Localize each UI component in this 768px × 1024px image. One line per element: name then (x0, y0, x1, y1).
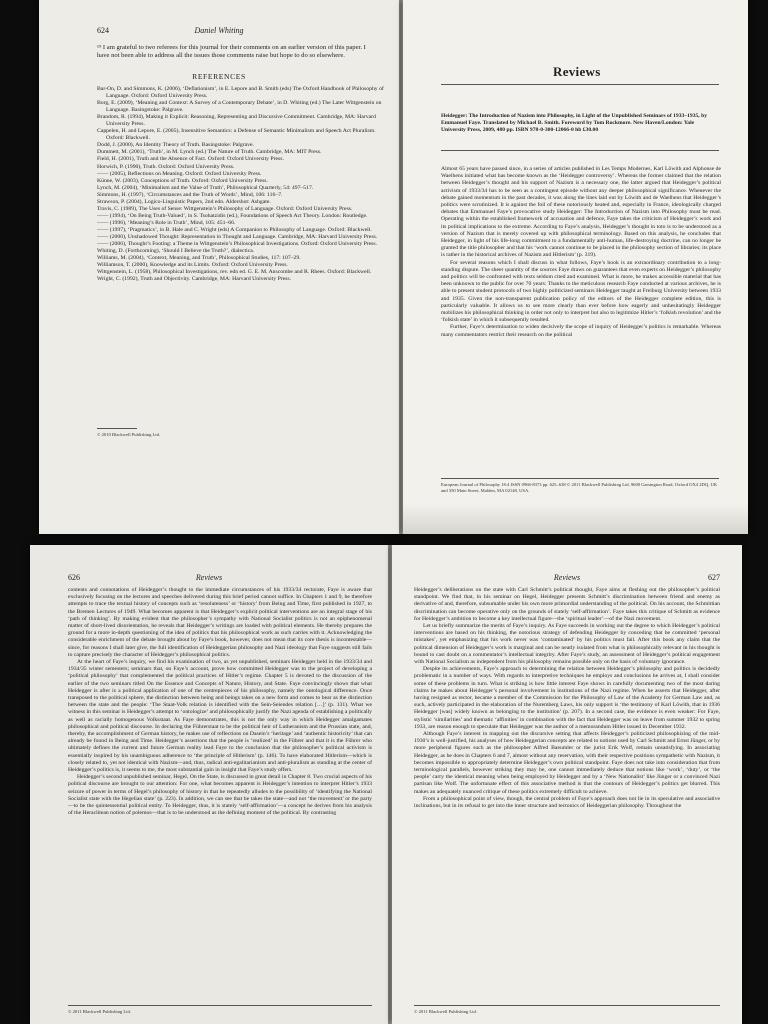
paragraph: For several reasons which I shall discuss in what follows, Faye’s book is an extraordinary contribution to a long-standing dispute. The sheer quantity of the sources Faye draws on guarantees that even experts on Heidegger’s philosophy and politics will be confronted with texts seldom cited and examined. What is more, he makes accessible material that has been unknown to the public for over 70 years: Thanks to the meticulous research Faye conducted at various archives, he is able to present student protocols of two highly politicized seminars Heidegger taught at Freiburg University between 1933 and 1935. Given the non-transparent publication policy of the editors of the Heidegger complete edition, this is particularly valuable. It allows us to see more clearly than ever before how eagerly and unhesitatingly Heidegger mobilizes his philosophical thinking in order not only to interpret but also to legitimize Hitler’s ‘folkish revolution’ and the ‘folkish state’ in which it subsequently resulted. (441, 259, 722, 324)
paragraph: Although Faye’s interest in mapping out the discursive setting that affects Heidegger’s politicized philosophizing of the mid-1930’s is well-justified, his analyses of how Heideggerian concepts are related to notions used by Carl Schmitt and Ernst Jünger, or by more peripheral figures such as the philosopher Alfred Baeumler or the jurist Erik Wolf, remain unsatisfying. In associating Heidegger, as he does in Chapters 6 and 7, almost without any reservation, with their respective positions sympathetic with Nazism, it becomes impossible to appropriately determine Heidegger’s own political standpoint. Faye does not take into consideration that from terminological parallels, however striking they may be, one cannot immediately deduce that notions like ‘work’, ‘duty’, or ‘the people’ carry the identical meaning when being employed by Heidegger and by a ‘New Nationalist’ like Jünger or a convinced Nazi partisan like Wolf. The unfortunate effect of this associative method is that the contours of Heidegger’s politics get blurred. This makes an adequately nuanced critique of these politics extremely difficult to achieve. (414, 731, 720, 795)
acknowledgement-note: ¹⁹ I am grateful to two referees for this journal for their comments on an earlier version of this paper. I have not been able to address all the issues those comments raise but hope to do so elsewhere. (97, 44, 366, 60)
reference-entry: Wittgenstein, L. (1958), Philosophical Investigations, rev. edn ed. G. E. M. Anscombe and R. Rhees. Oxford: Blackwell. (97, 269, 372, 276)
title-rule (441, 84, 719, 85)
page-624 (39, 0, 399, 534)
reference-entry: Horwich, P. (1990), Truth. Oxford: Oxford University Press. (97, 163, 235, 170)
review-body (414, 587, 720, 810)
paragraph: Almost 65 years have passed since, in a series of articles published in Les Temps Modernes, Karl Löwith and Alphonse de Waelhens initiated what has become known as the ‘Heidegger controversy’. Whereas the former claimed that the relation between Heidegger’s thought and his support of Nazism is a necessary one, the latter argued that Heidegger’s political activism of 1933/34 has to be seen as a contingent episode without any deeper philosophical significance. Whenever the debate gained momentum in the past decades, it was along the lines laid out by Löwith and de Waelhens that Heidegger’s politics were scrutinized. It is against the foil of these notoriously heated and, especially in France, ideologically charged debates that Emmanuel Faye’s provocative study Heidegger: The Introduction of Nazism into Philosophy must be read. Operating within the established framework of accusation and defence, Faye takes the criticism of Heidegger’s work and its political implications to the extreme. According to Faye’s analysis, Heidegger’s thought in toto is to be understood as a version of Nazism that is merely covered up with philosophical terminology. Based on this analysis, he concludes that Heidegger, in light of his life-long commitment to a fundamentally anti-human, life-destroying doctrine, can no longer be granted the title philosopher and that his ‘work cannot continue to be placed in the philosophy section of libraries; its place is rather in the historical archives of Nazism and Hitlerism’ (p. 319). (441, 166, 721, 259)
reference-entry: Cappelen, H. and Lepore, E. (2005), Insensitive Semantics: a Defense of Semantic Minimalism and Speech Act Pluralism. Oxford: Blackwell. (97, 128, 376, 142)
reference-entry: Williamson, T. (2000), Knowledge and its Limits. Oxford: Oxford University Press. (97, 262, 288, 269)
copyright-footer: © 2011 Blackwell Publishing Ltd. (414, 1009, 477, 1014)
copyright-footer: © 2010 Blackwell Publishing Ltd. (97, 432, 161, 437)
reference-entry: —— (1997), ‘Pragmatics’, in B. Hale and C. Wright (eds) A Companion to Philosophy of Language. Oxford: Blackwell. (97, 226, 372, 233)
footer-rule (414, 1005, 720, 1006)
page-625 (403, 0, 748, 534)
paragraph: At the heart of Faye’s inquiry, we find his examination of two, as yet unpublished, seminars Heidegger held in the 1933/34 and 1934/35 winter semesters; seminars that, on Faye’s account, prove how committed Heidegger was to the project of developing a ‘political philosophy’ that complemented the political practices of Hitler’s regime. Chapter 5 is devoted to the discussion of the earlier of the two seminars titled On the Essence and Concepts of Nature, History, and State. Faye convincingly shows that what Heidegger is after is a political application of one of the centrepieces of his philosophy, namely the ontological difference. Once transposed to the political sphere, the distinction between being and beings takes on a new form and comes to bear as the distinction between the state and the people: ‘The Staat-Volk relation is identified with the Sein-Seiendes relation […]’ (p. 131). What we witness in this seminar is Heidegger’s attempt to ‘ontologize’ and philosophically justify the Nazi agenda of establishing a politically as well as racially homogenous Volksstaat. As Faye demonstrates, this is not the only way in which Heidegger amalgamates philosophical and political discourse. In declaring the Führerstaat to be the political heir of Lutheranism and the Prussian state, and, thereby, the accomplishment of German history, he makes use of reflections on Dasein’s ‘heritage’ and ‘authentic historicity’ that can already be found in Being and Time. Heidegger’s assertions that the people is ‘realized’ in the Führer and that it is the Führer who ultimately defines the current and future German reality lead Faye to the conclusion that the philosopher’s political activism is essentially inspired by his unambiguous adherence to ‘the principle of Hitlerism’ (p. 146). To have elaborated Hitlerism—which is closely related to, yet not identical with Nazism—and, thus, radical anti-egalitarianism and anti-pluralism as standing at the center of Heidegger’s politics is, it seems to me, the most substantial gain in insight that Faye’s study offers. (68, 659, 372, 774)
paragraph: contents and connotations of Heidegger’s thought to the immediate circumstances of his 1933/34 rectorate, Faye is aware that exclusively focusing on the lectures and speeches delivered during this brief period cannot suffice. In Chapters 1 and 9, he therefore attempts to trace the textual history of concepts such as ‘resoluteness’ or ‘history’ from Being and Time, first published in 1927, to the Bremen Lectures of 1949. What becomes apparent is that Heidegger’s explicit political interventions are an integral stage of his ‘path of thinking’. By making evident that the philosopher’s sympathy with National Socialist politics is not an epiphenomenal matter of short-lived disorientation, he reveals that Heidegger’s writings are loaded with political elements. He thereby prepares the ground for a more in-depth questioning of the idea of politics that his philosophical work as such carries with it. Acknowledging the considerable enrichment of the debate brought about by Faye’s book, however, does not mean that its core thesis is incontestable—since, for reasons I shall later give, the full identification of Heideggerian philosophy and Nazi ideology that Faye suggests still fails to capture precisely the character of Heidegger’s philosophical politics. (68, 587, 372, 658)
reference-entry: Künne, W. (2003), Conceptions of Truth. Oxford: Oxford University Press. (97, 177, 268, 184)
reference-entry: Wright, C. (1992), Truth and Objectivity. Cambridge, MA: Harvard University Press. (97, 276, 292, 283)
citation-rule (441, 150, 719, 151)
reference-entry: Borg, E. (2009), ‘Meaning and Context: A Survey of a Contemporary Debate’, in D. Whiting (ed.) The Later Wittgenstein on Language. Basingstoke: Palgrave. (97, 100, 382, 114)
paragraph: From a philosophical point of view, though, the central problem of Faye’s approach does not lie in its speculative and associative inclinations, but in its refusal to get into the inner structure and tectonics of Heideggerian philosophy. Throughout the (414, 795, 720, 810)
reference-entry: Whiting, D. (Forthcoming), ‘Should I Believe the Truth?’, dialectica. (97, 248, 255, 255)
review-body (441, 166, 721, 339)
reference-entry: Field, H. (2001), Truth and the Absence of Fact. Oxford: Oxford University Press. (97, 156, 284, 163)
page-number: 627 (708, 573, 720, 582)
reference-entry: —— (2005), Reflections on Meaning. Oxford: Oxford University Press. (97, 170, 262, 177)
footer-rule (97, 428, 137, 429)
page-626 (30, 545, 388, 1024)
section-title: Reviews (553, 64, 601, 79)
journal-footer: European Journal of Philosophy 18:4 ISSN 0966-8373 pp. 625–638 © 2011 Blackwell Publishing Ltd, 9600 Garsington Road, Oxford OX4 2DQ, UK and 350 Main Street, Malden, MA 02148, USA. (441, 482, 718, 493)
page-627 (392, 545, 742, 1024)
copyright-footer: © 2011 Blackwell Publishing Ltd. (68, 1009, 131, 1014)
review-body (68, 587, 372, 818)
paragraph: Despite its achievements, Faye’s approach to determining the relation between Heidegger’s philosophy and politics is decidedly problematic in a number of ways. With regards to interpretive techniques he employs and conclusions he arrives at, I shall consider some of these problems in turn. What is striking is how little interest Faye shows in carefully documenting two of the most daring claims he makes about Heidegger’s personal involvement in institutions of the Nazi regime. When he asserts that Heidegger, after having resigned as rector, became a member of the Commission for the Philosophy of Law of the Academy for German Law and, as such, actively participated in the elaboration of the Nuremberg Laws, his only support is ‘the testimony of Karl Löwith, that in 1936 Heidegger [was] widely known as belonging to the institution’ (p. 207). In a second case, the evidence is even weaker: For Faye, stylistic ‘similarities’ and thematic ‘affinities’ in combination with the fact that Heidegger was on leave from summer 1932 to spring 1933, are reason enough to speculate that Heidegger was the author of a memorandum Hitler issued in December 1932. (414, 666, 720, 730)
references-heading: REFERENCES (192, 72, 246, 81)
reference-entry: Bar-On, D. and Simmons, K. (2006), ‘Deflationism’, in E. Lepore and B. Smith (eds) The Oxford Handbook of Philosophy of Language. Oxford: Oxford University Press. (97, 86, 384, 100)
reference-entry: —— (2000), Unshadowed Thought: Representation in Thought and Language. Cambridge, MA: Harvard University Press. (97, 233, 378, 240)
book-citation: Heidegger: The Introduction of Nazism into Philosophy, in Light of the Unpublished Seminars of 1933–1935, by Emmanuel Faye. Translated by Michael B. Smith. Foreword by Tom Rockmore. New Haven/London: Yale University Press, 2009, 480 pp. ISBN 978-0-300-12066-0 hb £30.00 (441, 113, 707, 133)
paragraph: Heidegger’s deliberations on the state with Carl Schmitt’s political thought, Faye aims at fleshing out the philosopher’s political standpoint. We find that, in his seminar on Hegel, Heidegger presents Schmitt’s discrimination between friend and enemy as derivative of and, therefore, subsumable under his own more primordial understanding of the political. On his account, the Schmittian discrimination can become operative only on the grounds of stately ‘self-affirmation’. Faye takes this critique of Schmitt as evidence for Heidegger’s ambition to become a key intellectual figure—the ‘spiritual leader’—of the Nazi movement. (414, 587, 720, 622)
footer-rule (441, 478, 719, 479)
reference-entry: Brandom, R. (1994), Making it Explicit: Reasoning, Representing and Discursive Commitment. Cambridge, MA: Harvard University Press. (97, 114, 376, 128)
reference-entry: Simmons, H. (1997), ‘Circumstances and the Truth of Words’, Mind, 106: 116–7. (97, 191, 283, 198)
page-number: 626 (68, 573, 80, 582)
footer-rule (68, 1005, 372, 1006)
running-head: Reviews (195, 573, 223, 582)
running-head: Reviews (553, 573, 581, 582)
reference-entry: Lynch, M. (2004), ‘Minimalism and the Value of Truth’, Philosophical Quarterly, 54: 497–517. (97, 184, 314, 191)
page-number: 624 (97, 26, 109, 35)
reference-entry: —— (2006), Thought’s Footing: a Theme in Wittgenstein’s Philosophical Investigations. Oxford: Oxford University Press. (97, 241, 378, 248)
running-head: Daniel Whiting (194, 26, 244, 35)
paragraph: Let us briefly summarize the merits of Faye’s inquiry. As Faye succeeds in working out the degree to which Heidegger’s political interventions are based on his thinking, the notorious strategy of defending Heidegger by conceding that he committed ‘personal mistakes’, yet emphasizing that his work never was ‘contaminated’ by his politics must fail. After this book any claim that the political dimension of Heidegger’s work is marginal and can be neatly isolated from what is philosophically relevant in his thought is bound to cast doubt on a commentator’s intellectual integrity. After Faye’s study, an assessment of Heidegger’s political engagement with National Socialism as independent from his philosophy remains possible only on the basis of voluntary ignorance. (414, 623, 720, 666)
reference-entry: Dodd, J. (2000), An Identity Theory of Truth. Basingstoke: Palgrave. (97, 142, 254, 149)
references-list (97, 86, 392, 283)
paragraph: Heidegger’s second unpublished seminar, Hegel, On the State, is discussed in great detail in Chapter 8. Two crucial aspects of his political discourse are brought to our attention: For one, what becomes apparent is Heidegger’s intention to interpret Hitler’s 1933 seizure of power in terms of Hegel’s philosophy of history in that he repeatedly alludes to the possibility of ‘identifying the National Socialist state with the Hegelian state’ (p. 223). In addition, we can see that he takes the state—and not ‘the movement’ or the party—to be the quintessential political entity. To Heidegger, thus, it is stately ‘self-affirmation’—a concept he derives from his analysis of the Heraclitean notion of polemos—that is to be understood as the defining moment of the political. By contrasting (68, 774, 372, 817)
reference-entry: Dummett, M. (2001), ‘Truth’, in M. Lynch (ed.) The Nature of Truth. Cambridge, MA: MIT Press. (97, 149, 322, 156)
paragraph: Further, Faye’s determination to widen decisively the scope of inquiry of Heidegger’s politics is remarkable. Whereas many commentators restrict their research on the political (441, 324, 721, 338)
page-shadow (403, 504, 748, 534)
reference-entry: Strawson, P. (2004), Logico-Linguistic Papers, 2nd edn. Aldershot: Ashgate. (97, 198, 271, 205)
reference-entry: Travis, C. (1989), The Uses of Sense: Wittgenstein’s Philosophy of Language. Oxford: Oxford University Press. (97, 205, 353, 212)
reference-entry: —— (1996), ‘Meaning’s Role in Truth’, Mind, 105: 451–66. (97, 219, 236, 226)
reference-entry: —— (1994), ‘On Being Truth-Valued’, in S. Tsohatzidis (ed.), Foundations of Speech Act Theory. London: Routledge. (97, 212, 368, 219)
reference-entry: Williams, M. (2004), ‘Context, Meaning, and Truth’, Philosophical Studies, 117: 107–29. (97, 255, 301, 262)
